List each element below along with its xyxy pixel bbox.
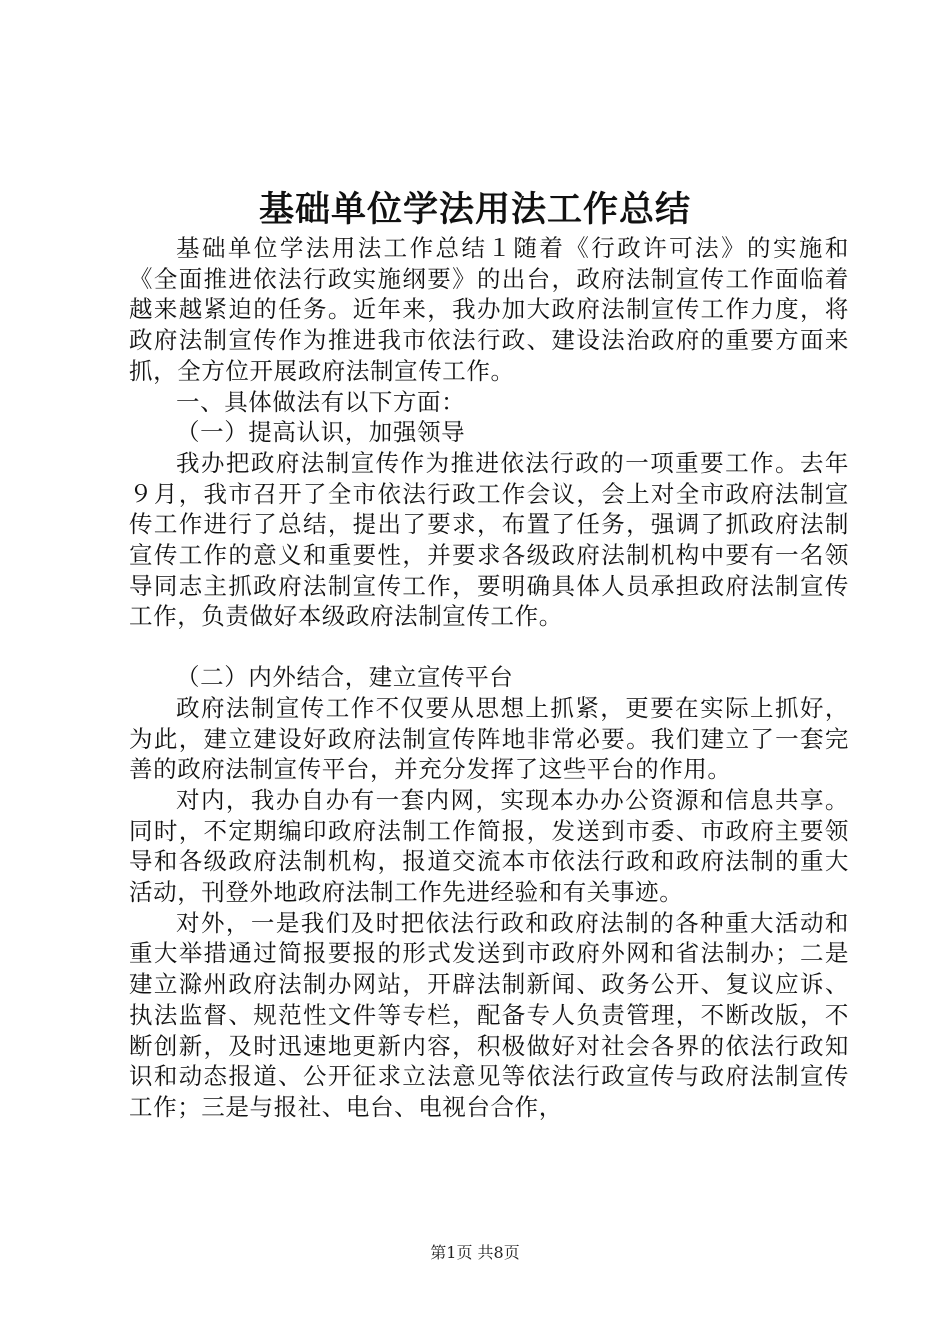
subheading-leadership: （一）提高认识，加强领导 bbox=[176, 418, 466, 447]
paragraph-intro: 基础单位学法用法工作总结１随着《行政许可法》的实施和《全面推进依法行政实施纲要》的出台，政府法制宣传工作面临着越来越紧迫的任务。近年来，我办加大政府法制宣传工作力度，将政府法制宣传作为推进我市依法行政、建设法治政府的重要方面来抓，全方位开展政府法制宣传工作。 bbox=[129, 234, 849, 385]
paragraph-internal: 对内，我办自办有一套内网，实现本办办公资源和信息共享。同时，不定期编印政府法制工作简报，发送到市委、市政府主要领导和各级政府法制机构，报道交流本市依法行政和政府法制的重大活动，刊登外地政府法制工作先进经验和有关事迹。 bbox=[129, 785, 849, 907]
page-footer: 第1页 共8页 bbox=[430, 1243, 520, 1262]
document-body bbox=[129, 233, 849, 1123]
document-title: 基础单位学法用法工作总结 bbox=[258, 189, 691, 230]
paragraph-external: 对外，一是我们及时把依法行政和政府法制的各种重大活动和重大举措通过简报要报的形式发送到市政府外网和省法制办；二是建立滁州政府法制办网站，开辟法制新闻、政务公开、复议应诉、执法监督、规范性文件等专栏，配备专人负责管理，不断改版，不断创新，及时迅速地更新内容，积极做好对社会各界的依法行政知识和动态报道、公开征求立法意见等依法行政宣传与政府法制宣传工作；三是与报社、电台、电视台合作， bbox=[129, 908, 849, 1121]
section-heading-methods: 一、具体做法有以下方面： bbox=[176, 387, 466, 416]
paragraph-leadership: 我办把政府法制宣传作为推进依法行政的一项重要工作。去年９月，我市召开了全市依法行政工作会议，会上对全市政府法制宣传工作进行了总结，提出了要求，布置了任务，强调了抓政府法制宣传工作的意义和重要性，并要求各级政府法制机构中要有一名领导同志主抓政府法制宣传工作，要明确具体人员承担政府法制宣传工作，负责做好本级政府法制宣传工作。 bbox=[129, 448, 849, 631]
subheading-platform: （二）内外结合，建立宣传平台 bbox=[176, 663, 514, 692]
paragraph-platform: 政府法制宣传工作不仅要从思想上抓紧，更要在实际上抓好，为此，建立建设好政府法制宣传阵地非常必要。我们建立了一套完善的政府法制宣传平台，并充分发挥了这些平台的作用。 bbox=[129, 693, 849, 784]
